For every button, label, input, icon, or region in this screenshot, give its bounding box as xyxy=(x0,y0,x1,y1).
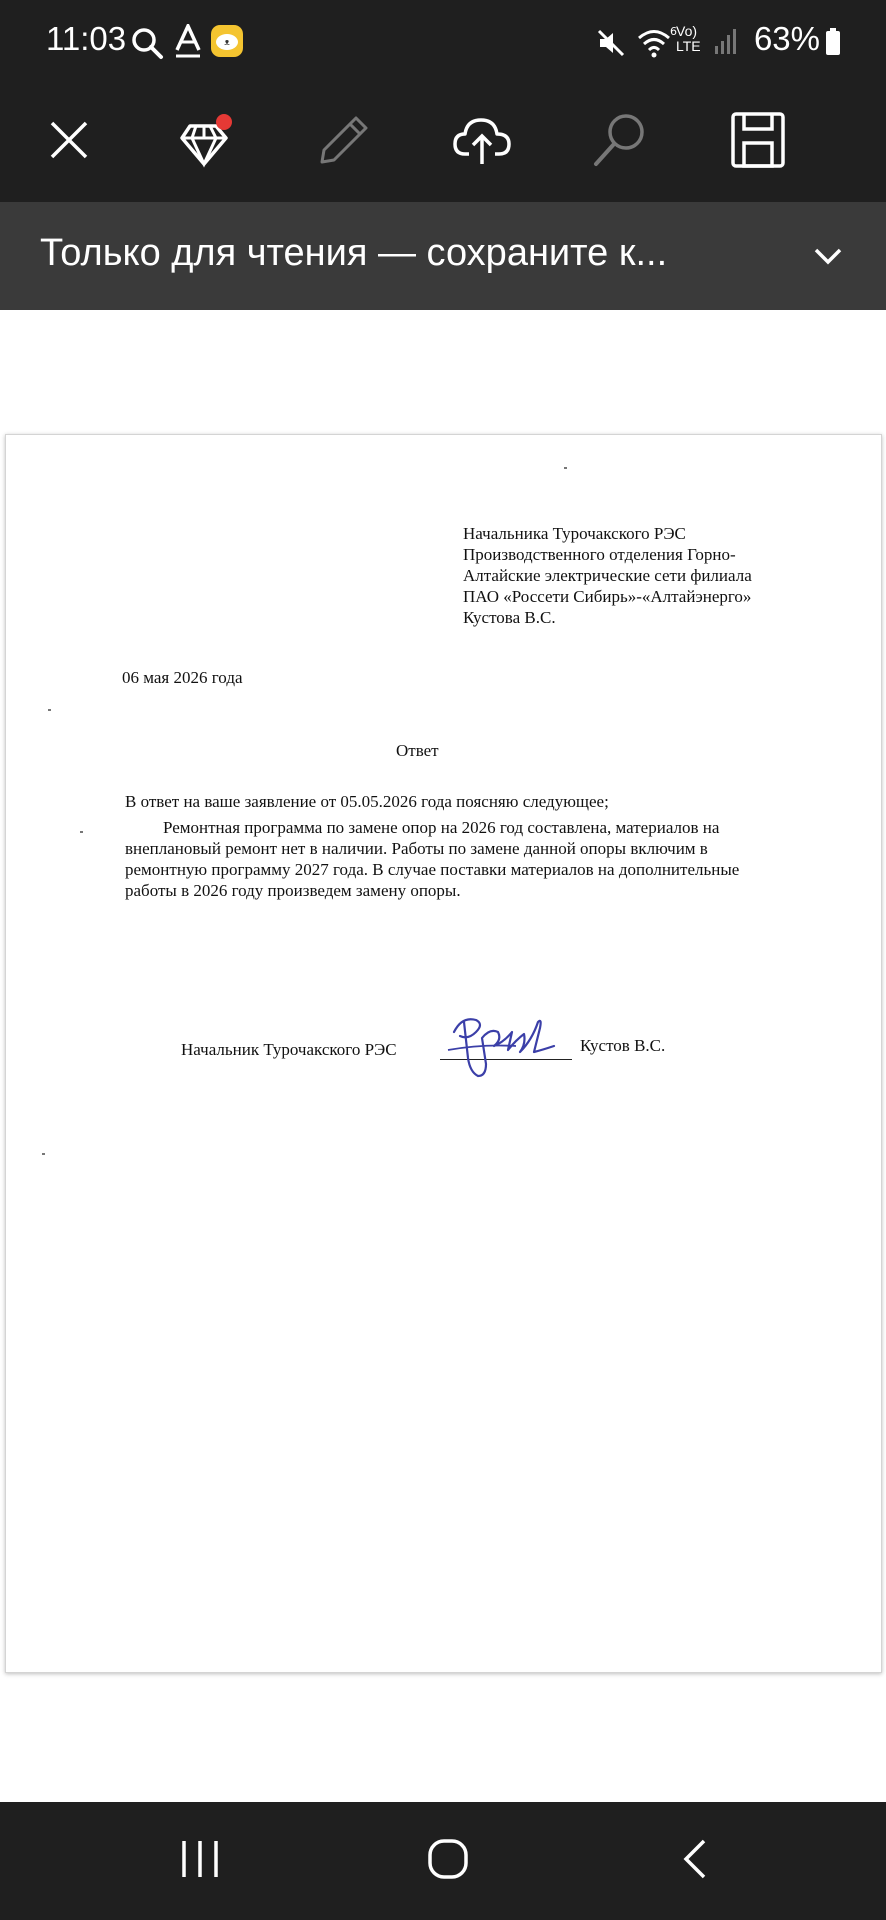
close-button[interactable] xyxy=(29,102,109,182)
volte-icon: Vo) LTE xyxy=(676,23,701,54)
body-paragraph xyxy=(125,817,765,901)
scan-speck xyxy=(80,831,83,833)
signal-icon xyxy=(714,26,738,60)
edit-button[interactable] xyxy=(304,102,384,182)
body-line: работы в 2026 году произведем замену опоры. xyxy=(125,881,461,900)
read-only-banner[interactable] xyxy=(0,202,886,310)
addressee-line: ПАО «Россети Сибирь»-«Алтайэнерго» xyxy=(463,587,752,606)
close-icon xyxy=(48,119,90,165)
search-icon xyxy=(130,26,164,64)
edit-pencil-icon xyxy=(316,112,372,172)
search-button[interactable] xyxy=(580,102,660,182)
upload-button[interactable] xyxy=(442,102,522,182)
addressee-line: Производственного отделения Горно- xyxy=(463,545,736,564)
svg-text:ᴥ: ᴥ xyxy=(224,38,230,48)
status-bar xyxy=(0,0,886,82)
app-toolbar xyxy=(0,82,886,202)
home-button[interactable] xyxy=(408,1828,488,1894)
mute-icon xyxy=(596,28,626,62)
recent-apps-icon xyxy=(178,1837,222,1885)
document-date: 06 мая 2026 года xyxy=(122,668,243,687)
document-title: Ответ xyxy=(396,741,439,760)
addressee-line: Кустова В.С. xyxy=(463,608,556,627)
intro-line: В ответ на ваше заявление от 05.05.2026 года поясняю следующее; xyxy=(125,792,609,811)
read-only-message: Только для чтения — сохраните к... xyxy=(40,232,668,274)
home-icon xyxy=(426,1837,470,1885)
handwritten-signature xyxy=(442,1010,572,1087)
scan-speck xyxy=(42,1153,45,1155)
app-badge-icon xyxy=(210,24,244,62)
chevron-down-icon[interactable] xyxy=(810,238,846,278)
document-viewer[interactable] xyxy=(0,310,886,1802)
status-time: 11:03 xyxy=(46,20,127,57)
text-a-icon xyxy=(174,24,202,62)
scan-speck xyxy=(48,709,51,711)
document-page xyxy=(5,434,882,1673)
cloud-upload-icon xyxy=(451,112,513,172)
navigation-bar xyxy=(0,1802,886,1920)
addressee-block xyxy=(463,523,793,628)
svg-text:6: 6 xyxy=(670,25,677,38)
body-line: ремонтную программу 2027 года. В случае поставки материалов на дополнительные xyxy=(125,860,740,879)
save-icon xyxy=(730,111,786,173)
scan-speck xyxy=(564,467,567,469)
signatory-name: Кустов В.С. xyxy=(580,1036,666,1055)
addressee-line: Алтайские электрические сети филиала xyxy=(463,566,752,585)
back-icon xyxy=(674,1837,718,1885)
body-line: внеплановый ремонт нет в наличии. Работы по замене данной опоры включим в xyxy=(125,839,708,858)
battery-percent: 63% xyxy=(753,20,820,57)
signatory-position: Начальник Турочакского РЭС xyxy=(181,1040,397,1059)
premium-diamond-icon xyxy=(176,112,236,172)
search-icon xyxy=(590,110,650,174)
battery-icon xyxy=(825,28,841,60)
premium-button[interactable] xyxy=(166,102,246,182)
wifi-icon xyxy=(636,24,678,64)
recent-apps-button[interactable] xyxy=(160,1828,240,1894)
save-button[interactable] xyxy=(718,102,798,182)
back-button[interactable] xyxy=(656,1828,736,1894)
addressee-line: Начальника Турочакского РЭС xyxy=(463,524,686,543)
body-line: Ремонтная программа по замене опор на 2026 год составлена, материалов на xyxy=(163,818,720,837)
